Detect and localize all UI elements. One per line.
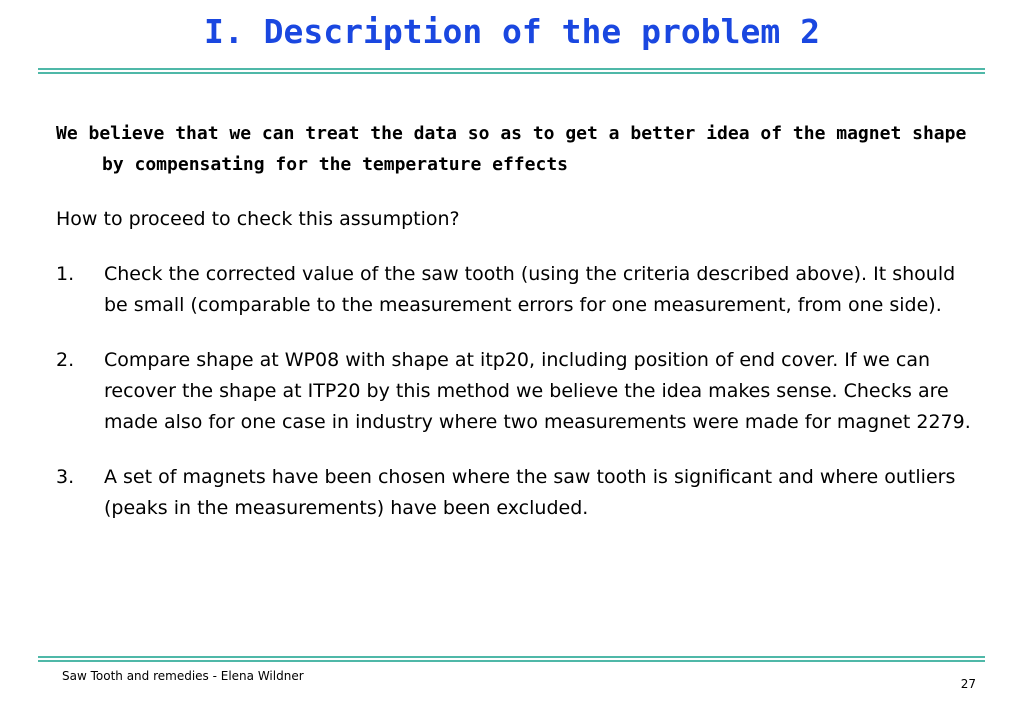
list-item-text: Compare shape at WP08 with shape at itp20, including position of end cover. If we can recover the shape at ITP20 by this method we believe the idea makes sense. Checks are made also for one case in industry where two measurements were made for magnet 2279. [104, 349, 971, 433]
list-item-number: 2. [56, 349, 75, 371]
list-item-text: A set of magnets have been chosen where the saw tooth is significant and where outliers (peaks in the measurements) have been excluded. [104, 466, 956, 519]
list-item [56, 259, 976, 321]
list-item-text: Check the corrected value of the saw tooth (using the criteria described above). It should be small (comparable to the measurement errors for one measurement, from one side). [104, 263, 956, 316]
page-number: 27 [960, 677, 976, 691]
list-item-number: 1. [56, 263, 75, 285]
list-item [56, 345, 976, 438]
footer-divider [38, 656, 985, 662]
steps-list [56, 259, 976, 524]
list-item [56, 462, 976, 524]
list-item-number: 3. [56, 466, 75, 488]
slide-title: I. Description of the problem 2 [204, 12, 820, 51]
question-text: How to proceed to check this assumption? [56, 208, 460, 230]
footer-credit: Saw Tooth and remedies - Elena Wildner [62, 669, 304, 683]
intro-statement: We believe that we can treat the data so as to get a better idea of the magnet shape by compensating for the temperature effects [56, 123, 967, 175]
slide-body [56, 118, 976, 548]
title-divider [38, 68, 985, 74]
